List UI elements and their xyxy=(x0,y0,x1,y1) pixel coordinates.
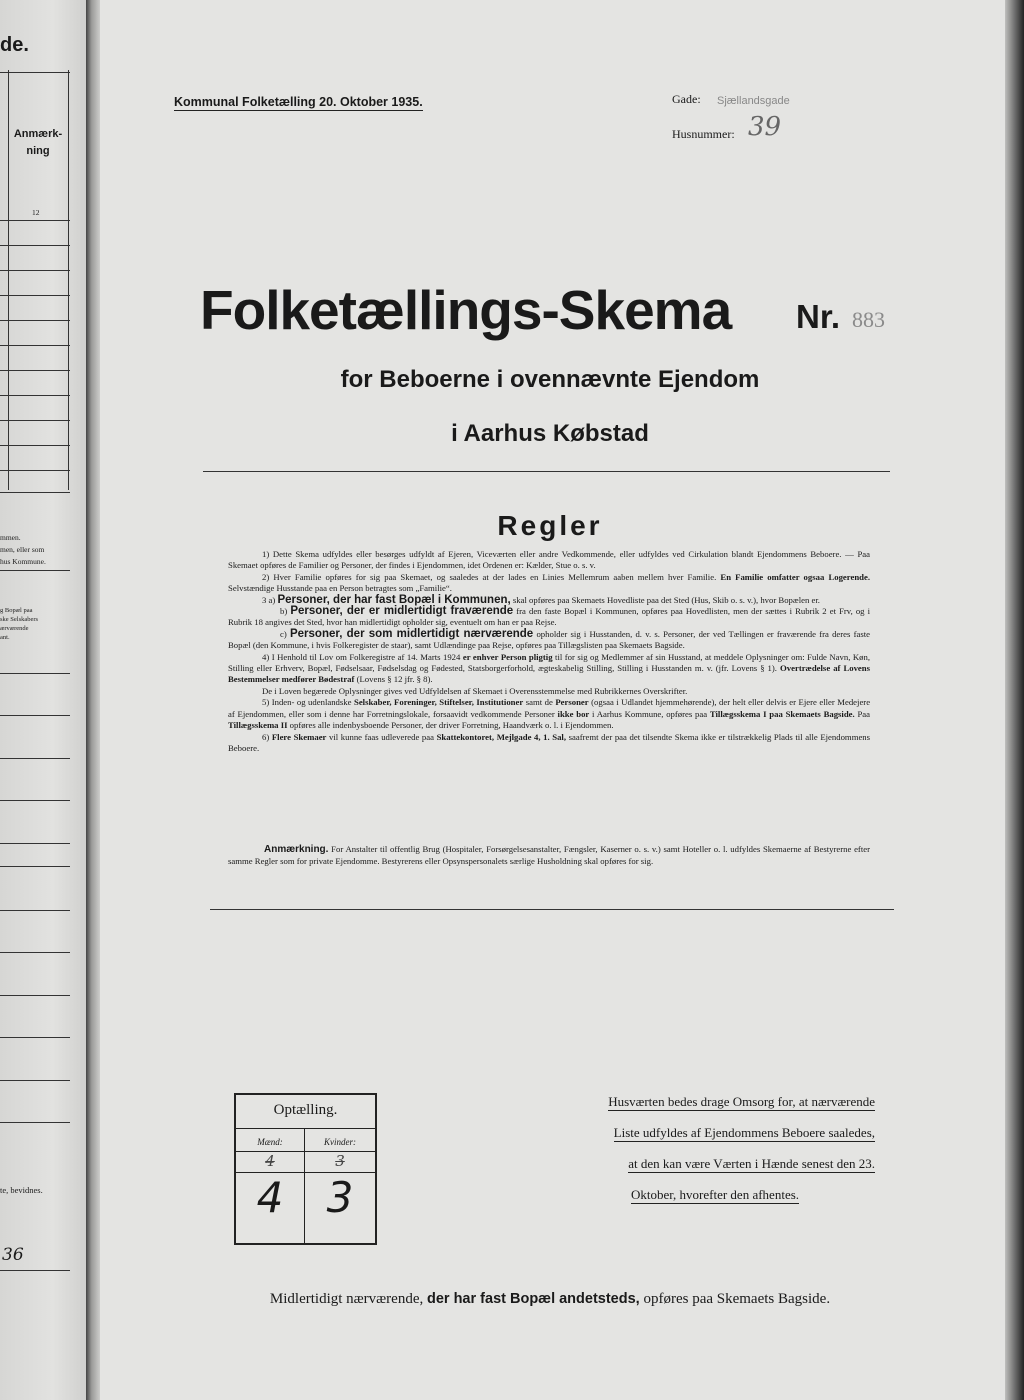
count-box xyxy=(234,1093,377,1245)
census-header: Kommunal Folketælling 20. Oktober 1935. xyxy=(174,95,423,109)
left-note2-line-3: ærværende xyxy=(0,625,29,632)
form-subtitle-1: for Beboerne i ovennævnte Ejendom xyxy=(340,366,760,393)
rule-3c: c) Personer, der som midlertidigt nærværende opholder sig i Husstanden, d. v. s. Personer, der ved Tællingen er fraværende fra deres faste Bopæl (den Kommune, i hvis Folkeregister de staar), samt Udlændinge paa Rejse, opføres paa Tillægslisten paa Skemaets Bagside. xyxy=(228,627,871,651)
landlord-notice-line-1: Husværten bedes drage Omsorg for, at nærværende xyxy=(608,1094,875,1109)
men-count: 4 xyxy=(256,1173,284,1222)
house-number-value: 39 xyxy=(748,112,782,142)
footer-bold: der har fast Bopæl andetsteds, xyxy=(426,1291,640,1307)
women-label: Kvinder: xyxy=(324,1137,356,1147)
footer-pre: Midlertidigt nærværende, xyxy=(269,1291,424,1307)
form-number-value: 883 xyxy=(852,307,885,332)
left-note2-line-4: ant. xyxy=(0,634,10,641)
footer-note xyxy=(160,1291,940,1308)
left-bottom-text: te, bevidnes. xyxy=(0,1185,43,1195)
form-number-label: Nr. xyxy=(796,298,841,335)
left-note-line-2: men, eller som xyxy=(0,545,45,554)
men-label: Mænd: xyxy=(257,1137,283,1147)
left-handwritten-number: 36 xyxy=(2,1245,24,1265)
rules-heading: Regler xyxy=(497,510,603,541)
left-col-header: Anmærk- ning xyxy=(13,128,63,157)
house-number-label: Husnummer: xyxy=(672,127,735,141)
rules-body xyxy=(228,549,870,754)
rule-3a: 3 a) Personer, der har fast Bopæl i Kommunen, skal opføres paa Skemaets Hovedliste paa det Sted (Hus, Skib o. s. v.), hvor Bopælen er. xyxy=(262,593,820,606)
landlord-notice-line-4: Oktober, hvorefter den afhentes. xyxy=(630,1187,800,1202)
form-subtitle-2: i Aarhus Købstad xyxy=(451,420,649,447)
remark-text: For Anstalter til offentlig Brug (Hospitaler, Forsørgelsesanstalter, Fængsler, Kaserner o. s. v.) samt Hoteller o. l. udfyldes Skemaerne af Bestyrerne efter samme Regler som for private Ejendomme. Bestyrerens eller Opsynspersonalets særlige Husholdning skal opføres for sig. xyxy=(228,844,870,866)
street-value: Sjællandsgade xyxy=(717,95,790,107)
divider-bottom xyxy=(210,909,894,910)
landlord-notice xyxy=(535,1094,875,1218)
street-label: Gade: xyxy=(672,92,701,106)
men-count-crossed: 4 xyxy=(265,1152,275,1170)
left-page-strip xyxy=(0,0,88,1400)
women-count: 3 xyxy=(326,1173,354,1222)
remark-note xyxy=(228,844,870,867)
footer-post: opføres paa Skemaets Bagside. xyxy=(643,1291,831,1307)
rule-4-note: De i Loven begærede Oplysninger gives ved Udfyldelsen af Skemaet i Overensstemmelse med Rubrikkernes Overskrifter. xyxy=(262,685,688,696)
rule-2: 2) Hver Familie opføres for sig paa Skemaet, og saaledes at der lades en Linies Mellemrum aaben mellem hver Familie. En Familie omfatter ogsaa Logerende. Selvstændige Husstande paa en Person betragtes som „Familie“. xyxy=(228,571,871,594)
left-page-title-fragment: de. xyxy=(0,34,29,56)
rule-5: 5) Inden- og udenlandske Selskaber, Foreninger, Stiftelser, Institutioner samt de Personer (ogsaa i Udlandet hjemmehørende), der helt eller delvis er Ejere eller Medejere af Ejendommen, eller som i denne har Forretningslokale, forsaavidt vedkommende Personer ikke bor i Aarhus Kommune, opføres paa Tillægsskema I paa Skemaets Bagside. Paa Tillægsskema II opføres alle indenbysboende Personer, der driver Forretning, Haandværk o. l. i Ejendommen. xyxy=(228,697,871,731)
form-title: Folketællings-Skema xyxy=(200,279,732,341)
landlord-notice-line-3: at den kan være Værten i Hænde senest den 23. xyxy=(628,1156,875,1171)
landlord-notice-line-2: Liste udfyldes af Ejendommens Beboere saaledes, xyxy=(613,1125,875,1140)
page-edge xyxy=(1005,0,1024,1400)
left-note-line-1: mmen. xyxy=(0,533,21,542)
left-note2-line-2: ske Selskabers xyxy=(0,616,39,623)
remark-label: Anmærkning. xyxy=(264,844,329,855)
rule-3b: b) Personer, der er midlertidigt fraværende fra den faste Bopæl i Kommunen, opføres paa Hovedlisten, men der sættes i Rubrik 2 et Frv, og i Rubrik 18 angives det Sted, hvor han midlertidigt opholder sig, eventuelt om han er paa Rejse. xyxy=(228,605,871,628)
divider-top xyxy=(203,471,890,472)
left-col-number: 12 xyxy=(32,208,40,217)
left-note-line-3: hus Kommune. xyxy=(0,557,46,566)
rule-1: 1) Dette Skema udfyldes eller besørges udfyldt af Ejeren, Viceværten eller andre Vedkommende, eller udfyldes ved Cirkulation blandt Ejendommens Beboere. — Paa Skemaet opføres de Familier og Personer, der findes i Ejendommen, idet Ordenen er: Kælder, Stue o. s. v. xyxy=(228,549,870,571)
rule-4: 4) I Henhold til Lov om Folkeregistre af 14. Marts 1924 er enhver Person pligtig til for sig og Medlemmer af sin Husstand, at meddele Oplysninger om: Fulde Navn, Køn, Stilling eller Erhverv, Bopæl, Fødselsaar, Fødselsdag og Fødested, Statsborgerforhold, ægteskabelig Stilling, Stilling i Husstanden m. v. (jfr. Lovens § 1). Overtrædelse af Lovens Bestemmelser medfører Bødestraf (Lovens § 12 jfr. § 8). xyxy=(228,651,871,685)
women-count-crossed: 3 xyxy=(335,1152,345,1170)
count-box-title: Optælling. xyxy=(273,1102,338,1118)
rule-6: 6) Flere Skemaer vil kunne faas udleverede paa Skattekontoret, Mejlgade 4, 1. Sal, saafremt der paa det tilsendte Skema ikke er tilstrækkelig Plads til alle Ejendommens Beboere. xyxy=(228,731,871,753)
left-note2-line-1: g Bopæl paa xyxy=(0,607,33,614)
